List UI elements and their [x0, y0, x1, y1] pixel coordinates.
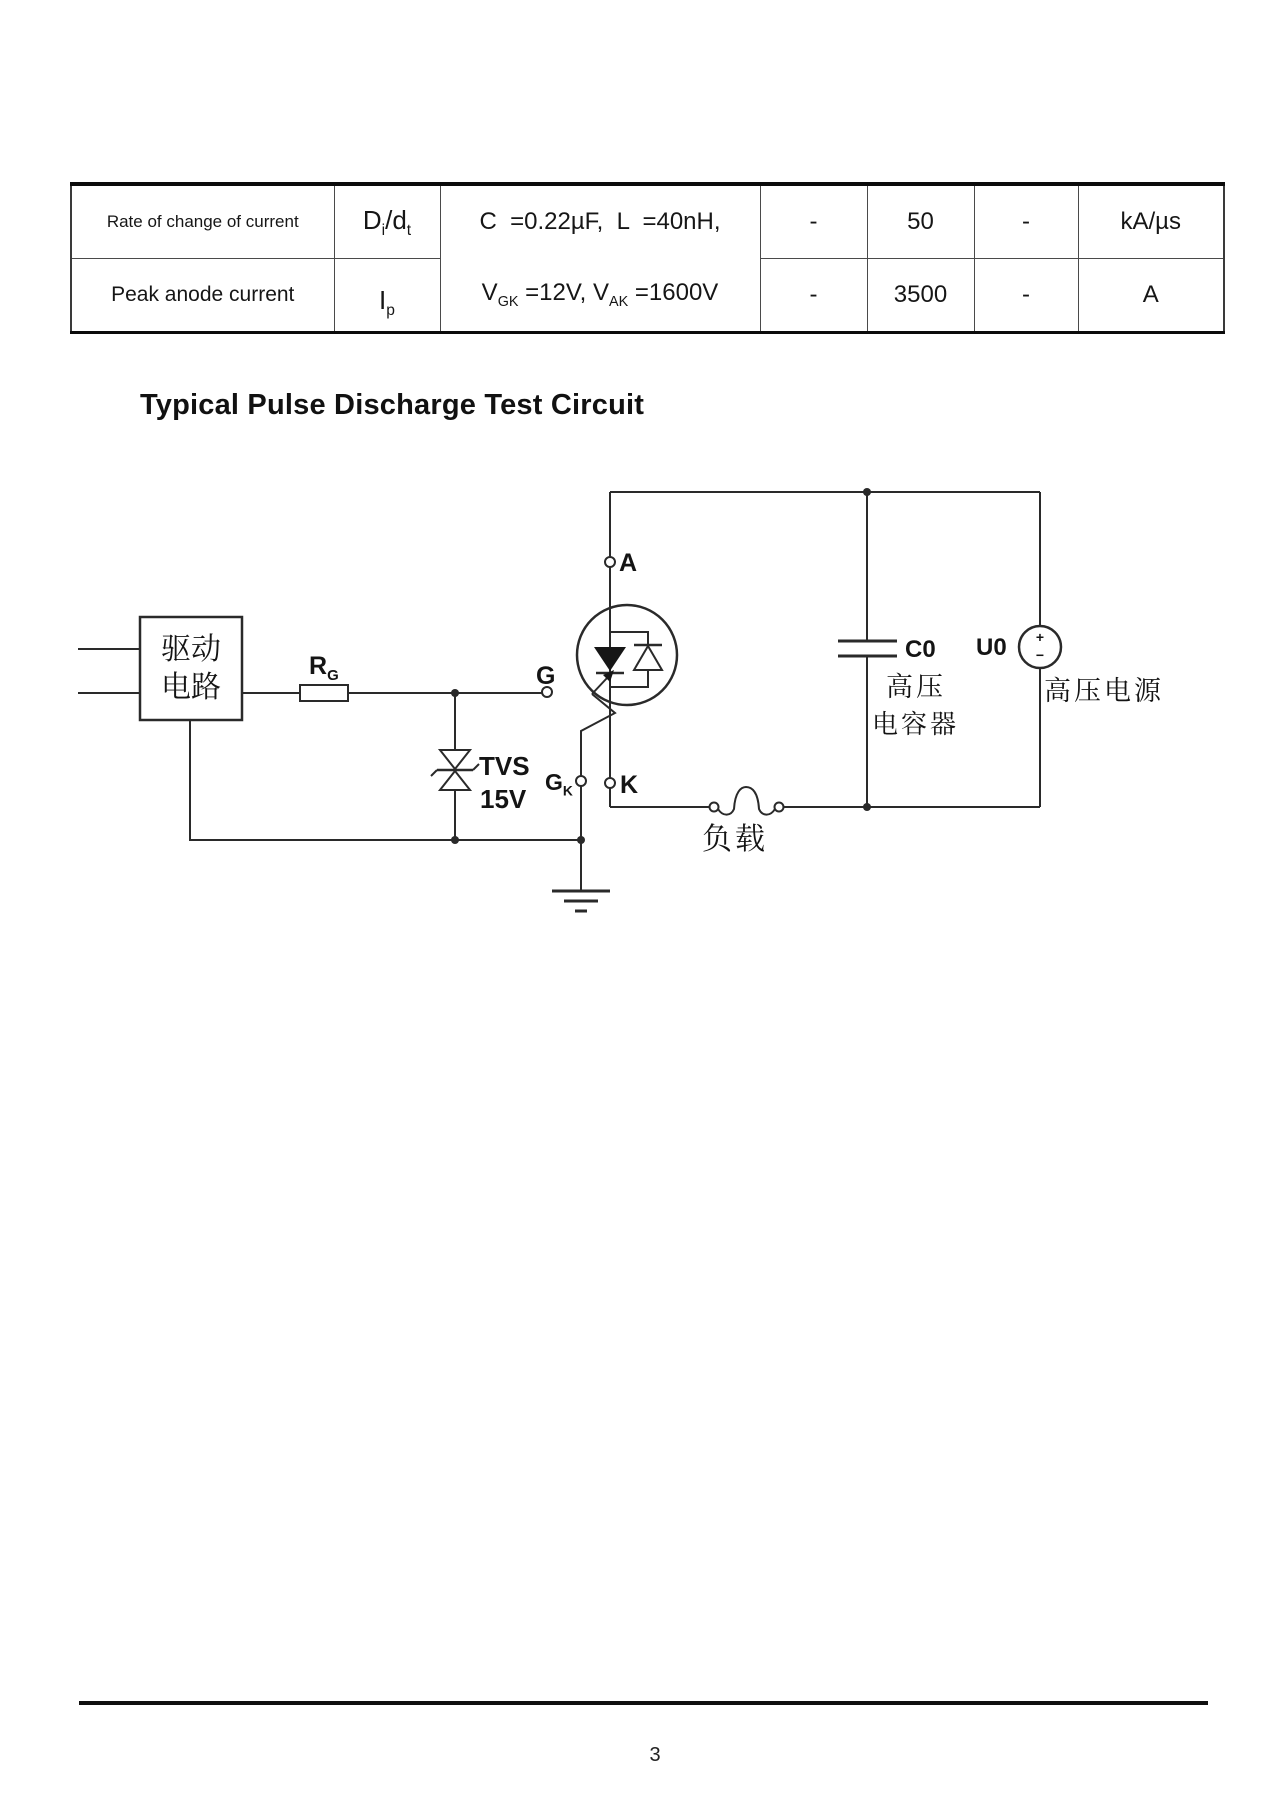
symbol-text: D: [362, 204, 382, 235]
max-value-cell: -: [974, 259, 1078, 333]
gk-label: $G_K$: [545, 769, 573, 799]
anode-label: A: [619, 549, 638, 577]
c0-chinese-label-line1: 高压: [886, 672, 946, 702]
footer-rule: [79, 1701, 1208, 1705]
section-title: Typical Pulse Discharge Test Circuit: [140, 389, 645, 421]
cathode-label: K: [620, 771, 639, 799]
u0-chinese-label: 高压电源: [1044, 676, 1164, 706]
c0-chinese-label-line2: 电容器: [872, 709, 960, 739]
rg-resistor-icon: [300, 685, 348, 701]
page-number: 3: [649, 1744, 661, 1766]
minus-terminal-mark: −: [1035, 647, 1045, 663]
cathode-terminal: [605, 778, 615, 788]
tvs-voltage-label: 15V: [480, 784, 527, 814]
gate-label: G: [536, 662, 556, 690]
min-value-cell: -: [760, 259, 867, 333]
drive-circuit-label: 驱动 电路: [161, 632, 221, 704]
load-icon: [710, 787, 784, 815]
u0-label: U0: [976, 634, 1007, 661]
c0-label: C0: [905, 636, 936, 663]
parameter-name-cell: Rate of change of current: [71, 184, 334, 259]
gate-return-wire: [190, 720, 585, 844]
anode-bus-wire: [610, 488, 1040, 496]
typ-value-cell: 50: [867, 184, 974, 259]
anode-terminal: [605, 557, 615, 567]
load-label: 负载: [702, 823, 768, 856]
plus-terminal-mark: +: [1035, 629, 1045, 645]
junction-dot: [451, 836, 459, 844]
unit-cell: A: [1078, 259, 1224, 333]
typ-value-cell: 3500: [867, 259, 974, 333]
capacitor-c0-icon: [838, 492, 897, 807]
parameter-name-cell: Peak anode current: [71, 259, 334, 333]
tvs-diode-icon: [431, 693, 479, 840]
tvs-label: TVS: [479, 751, 530, 781]
rg-label: $R_G$: [309, 652, 339, 684]
min-value-cell: -: [760, 184, 867, 259]
unit-cell: kA/µs: [1078, 184, 1224, 259]
symbol-cell: $D_i/d_t$: [334, 184, 440, 259]
max-value-cell: -: [974, 184, 1078, 259]
symbol-cell: $I_p$: [334, 259, 440, 333]
ground-icon: [552, 840, 610, 911]
gate-wire: [242, 685, 542, 701]
cathode-bus-wire: [610, 803, 1040, 811]
gk-terminal: [576, 776, 586, 786]
condition-line-2: $V_{GK} =12V$, $V_{AK} =1600V$: [481, 278, 719, 310]
input-wires: [78, 649, 140, 693]
condition-line-1: C =0.22µF, L =40nH,: [479, 207, 721, 235]
